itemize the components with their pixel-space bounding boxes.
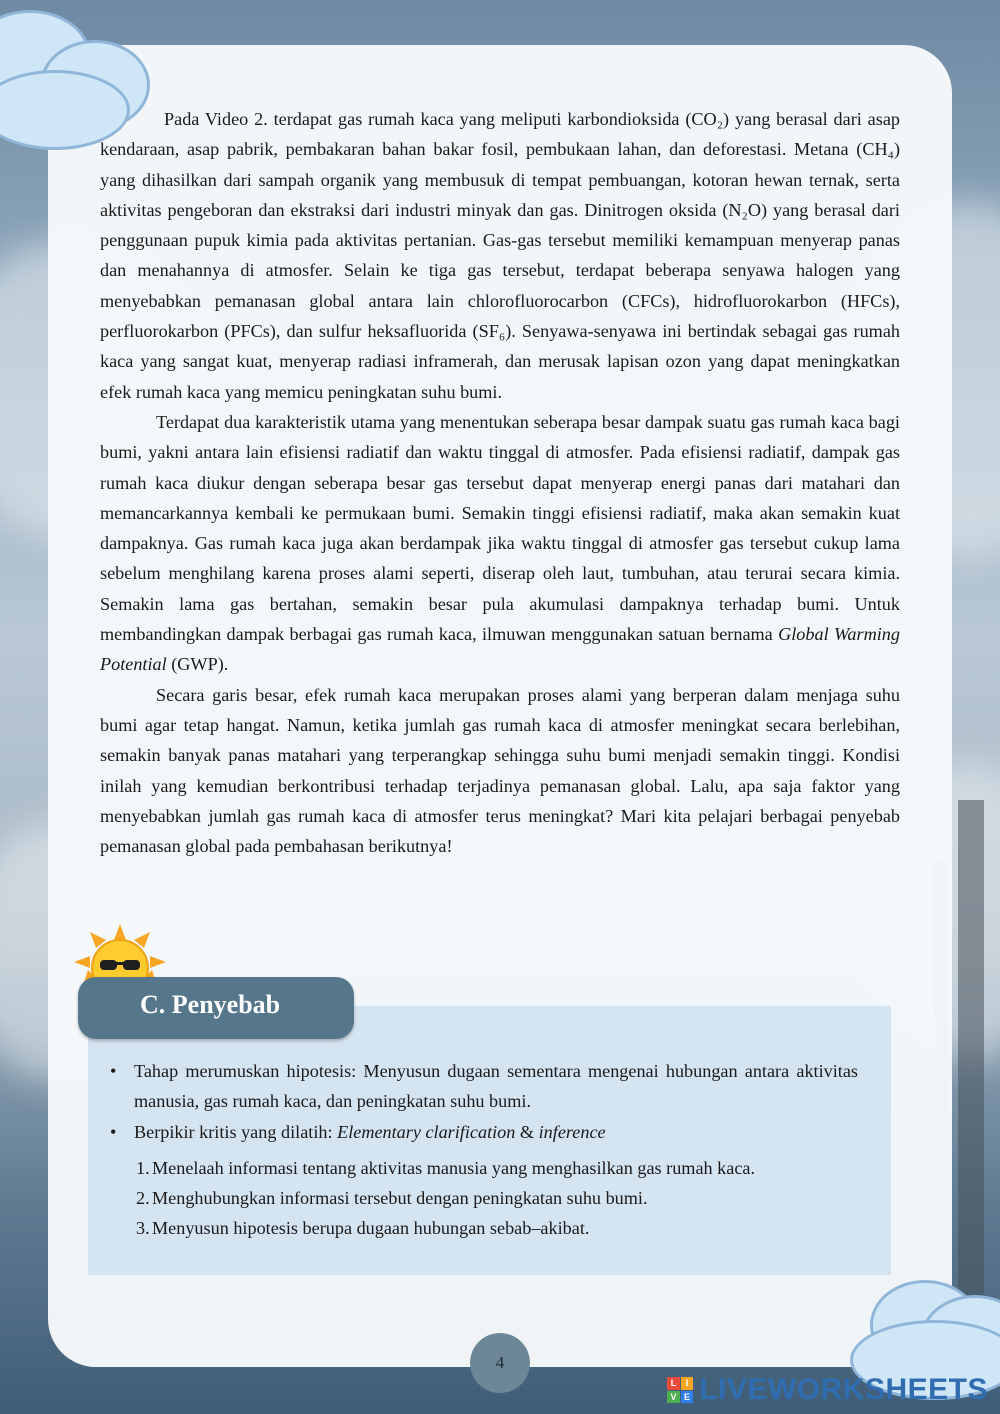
section-header xyxy=(78,977,354,1039)
page-number: 4 xyxy=(470,1333,530,1393)
section-title: C. Penyebab xyxy=(140,990,281,1019)
list-item: • Berpikir kritis yang dilatih: Elementary clarification & inference xyxy=(110,1121,606,1142)
body-text xyxy=(100,104,900,861)
list-item: • Tahap merumuskan hipotesis: Menyusun dugaan sementara mengenai hubungan antara aktivitas manusia, gas rumah kaca, dan peningkatan suhu bumi. xyxy=(110,1061,858,1112)
info-box xyxy=(88,1006,891,1275)
paragraph-summary: Secara garis besar, efek rumah kaca merupakan proses alami yang berperan dalam menjaga suhu bumi agar tetap hangat. Namun, ketika jumlah gas rumah kaca di atmosfer meningkat secara berlebihan, semakin banyak panas matahari yang terperangkap sehingga suhu bumi menjadi semakin tinggi. Kondisi inilah yang kemudian berkontribusi terhadap terjadinya pemanasan global. Lalu, apa saja faktor yang menyebabkan jumlah gas rumah kaca di atmosfer terus meningkat? Mari kita pelajari berbagai penyebab pemanasan global pada pembahasan berikutnya! xyxy=(100,684,900,857)
numbered-list xyxy=(134,1153,858,1244)
paragraph-greenhouse-gases: Pada Video 2. terdapat gas rumah kaca yang meliputi karbondioksida (CO₂) yang berasal dari asap kendaraan, asap pabrik, pembakaran bahan bakar fosil, pembukaan lahan, dan deforestasi. Metana (CH₄) yang dihasilkan dari sampah organik yang membusuk di tempat pembuangan, kotoran hewan ternak, serta aktivitas pengeboran dan ekstraksi dari industri minyak dan gas. Dinitrogen oksida (N₂O) yang berasal dari penggunaan pupuk kimia pada aktivitas pertanian. Gas-gas tersebut memiliki kemampuan menyerap panas dan menahannya di atmosfer. Selain ke tiga gas tersebut, terdapat beberapa senyawa halogen yang menyebabkan pemanasan global antara lain chlorofluorocarbon (CFCs), hidrofluorokarbon (HFCs), perfluorokarbon (PFCs), dan sulfur heksafluorida (SF₆). Senyawa-senyawa ini bertindak sebagai gas rumah kaca yang sangat kuat, menyerap radiasi inframerah, dan merusak lapisan ozon yang dapat meningkatkan efek rumah kaca yang memicu peningkatan suhu bumi. xyxy=(100,109,900,402)
paragraph-characteristics: Terdapat dua karakteristik utama yang menentukan seberapa besar dampak suatu gas rumah kaca bagi bumi, yakni antara lain efisiensi radiatif dan waktu tinggal di atmosfer. Pada efisiensi radiatif, dampak gas rumah kaca diukur dengan seberapa besar gas tersebut dapat menyerap energi panas dari matahari dan memancarkannya kembali ke permukaan bumi. Semakin tinggi efisiensi radiatif, maka akan semakin kuat dampaknya. Gas rumah kaca juga akan berdampak jika waktu tinggal di atmosfer gas tersebut cukup lama sebelum menghilang karena proses alami seperti, diserap oleh laut, tumbuhan, atau terurai secara kimia. Semakin lama gas bertahan, semakin besar pula akumulasi dampaknya terhadap bumi. Untuk membandingkan dampak berbagai gas rumah kaca, ilmuwan menggunakan satuan bernama Global Warming Potential (GWP). xyxy=(100,411,900,675)
list-item: 1. Menelaah informasi tentang aktivitas manusia yang menghasilkan gas rumah kaca. xyxy=(136,1157,756,1178)
brand-logo-icon: L I V E xyxy=(667,1377,693,1403)
list-item: 2. Menghubungkan informasi tersebut dengan peningkatan suhu bumi. xyxy=(136,1188,648,1209)
liveworksheets-logo[interactable] xyxy=(667,1372,988,1408)
brand-name: LIVEWORKSHEETS xyxy=(699,1373,988,1406)
list-item: 3. Menyusun hipotesis berupa dugaan hubungan sebab–akibat. xyxy=(136,1218,590,1239)
